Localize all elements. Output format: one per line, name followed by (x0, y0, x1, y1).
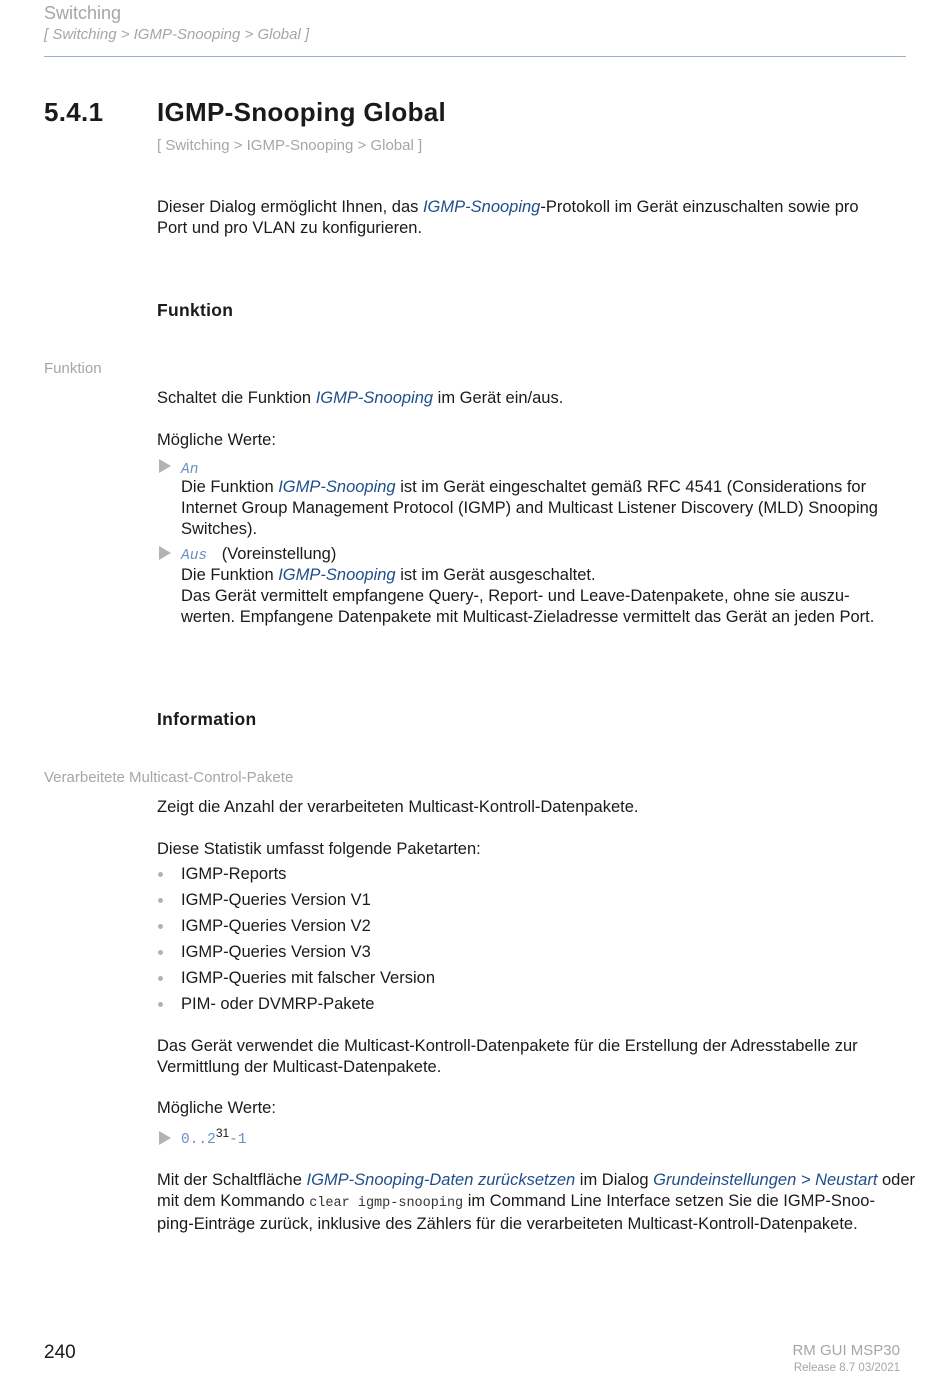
reset-text: mit dem Kommando (157, 1192, 310, 1210)
value-range-suffix: -1 (229, 1132, 247, 1148)
list-item: IGMP-Queries Version V2 (181, 917, 371, 935)
bullet-dot-icon (158, 1002, 163, 1007)
usage-line1: Das Gerät verwendet die Multicast-Kontroll-Datenpakete für die Erstellung der Adresstabelle zur (157, 1037, 858, 1055)
list-item: IGMP-Queries Version V3 (181, 943, 371, 961)
usage-line2: Vermittlung der Multicast-Datenpakete. (157, 1058, 442, 1076)
intro-text-line2: Port und pro VLAN zu konfigurieren. (157, 219, 423, 237)
cli-command: clear igmp-snooping (309, 1196, 464, 1211)
restart-dialog-link[interactable]: Grundeinstellungen > Neustart (653, 1171, 878, 1189)
value-range-exponent: 31 (215, 1126, 230, 1140)
funktion-margin-label: Funktion (44, 360, 102, 377)
running-header-path: [ Switching > IGMP-Snooping > Global ] (44, 26, 310, 43)
usage-paragraph (157, 1036, 907, 1078)
information-values-label: Mögliche Werte: (157, 1099, 276, 1117)
option-aus-text: ist im Gerät ausgeschaltet. (395, 566, 596, 584)
statistics-intro: Diese Statistik umfasst folgende Paketarten: (157, 840, 481, 858)
bullet-dot-icon (158, 924, 163, 929)
footer-document: RM GUI MSP30 (792, 1342, 900, 1359)
default-marker: (Voreinstellung) (221, 545, 337, 563)
igmp-snooping-link[interactable]: IGMP-Snooping (422, 198, 541, 216)
option-an-text-line3: Switches). (181, 520, 258, 538)
footer-release: Release 8.7 03/2021 (793, 1362, 900, 1374)
option-aus-description (181, 565, 911, 628)
funktion-description (157, 388, 907, 409)
section-breadcrumb: [ Switching > IGMP-Snooping > Global ] (157, 137, 423, 154)
information-heading: Information (157, 709, 257, 729)
bullet-dot-icon (158, 976, 163, 981)
intro-paragraph (157, 197, 907, 239)
bullet-dot-icon (158, 872, 163, 877)
funktion-heading: Funktion (157, 300, 234, 320)
reset-text: Mit der Schaltfläche (157, 1171, 307, 1189)
page-number: 240 (44, 1342, 76, 1363)
triangle-bullet-icon (159, 1131, 171, 1145)
triangle-bullet-icon (159, 459, 171, 473)
reset-paragraph (157, 1170, 917, 1235)
bullet-dot-icon (158, 898, 163, 903)
triangle-bullet-icon (159, 546, 171, 560)
funktion-desc-text: im Gerät ein/aus. (433, 389, 564, 407)
igmp-snooping-link[interactable]: IGMP-Snooping (315, 389, 434, 407)
option-aus-text-line3: werten. Empfangene Datenpakete mit Multicast-Zieladresse vermittelt das Gerät an jeden Port. (181, 608, 875, 626)
igmp-snooping-link[interactable]: IGMP-Snooping (278, 478, 396, 496)
information-margin-label: Verarbeitete Multicast-Control-Pakete (44, 769, 294, 786)
igmp-snooping-link[interactable]: IGMP-Snooping (278, 566, 396, 584)
bullet-dot-icon (158, 950, 163, 955)
value-range-base: 0..2 (181, 1132, 216, 1148)
option-aus-text: Die Funktion (181, 566, 279, 584)
section-number: 5.4.1 (44, 97, 104, 127)
list-item: IGMP-Reports (181, 865, 287, 883)
running-header-chapter: Switching (44, 3, 122, 23)
section-title: IGMP-Snooping Global (157, 97, 447, 127)
header-divider (44, 56, 906, 57)
reset-text-line3: ping-Einträge zurück, inklusive des Zählers für die verarbeiteten Multicast-Kontroll-Datenpakete. (157, 1215, 858, 1233)
reset-text: im Command Line Interface setzen Sie die IGMP-Snoo- (463, 1192, 875, 1210)
list-item: IGMP-Queries mit falscher Version (181, 969, 435, 987)
list-item: PIM- oder DVMRP-Pakete (181, 995, 375, 1013)
value-range (181, 1128, 247, 1151)
reset-text: oder (877, 1171, 916, 1189)
option-aus-code: Aus (181, 548, 208, 564)
option-an-text: ist im Gerät eingeschaltet gemäß RFC 4541 (Considerations for (395, 478, 867, 496)
funktion-values-label: Mögliche Werte: (157, 431, 276, 449)
option-aus (181, 544, 336, 567)
option-aus-text-line2: Das Gerät vermittelt empfangene Query-, Report- und Leave-Datenpakete, ohne sie auszu- (181, 587, 850, 605)
intro-text: Dieser Dialog ermöglicht Ihnen, das (157, 198, 423, 216)
option-an-text: Die Funktion (181, 478, 279, 496)
information-description: Zeigt die Anzahl der verarbeiteten Multicast-Kontroll-Datenpakete. (157, 798, 639, 816)
reset-text: im Dialog (575, 1171, 654, 1189)
intro-text: -Protokoll im Gerät einzuschalten sowie pro (540, 198, 859, 216)
funktion-desc-text: Schaltet die Funktion (157, 389, 316, 407)
option-an-text-line2: Internet Group Management Protocol (IGMP) and Multicast Listener Discovery (MLD) Snooping (181, 499, 878, 517)
option-an-code: An (181, 462, 199, 478)
reset-igmp-snooping-data-link[interactable]: IGMP-Snooping-Daten zurücksetzen (306, 1171, 576, 1189)
list-item: IGMP-Queries Version V1 (181, 891, 371, 909)
option-an-description (181, 477, 911, 540)
